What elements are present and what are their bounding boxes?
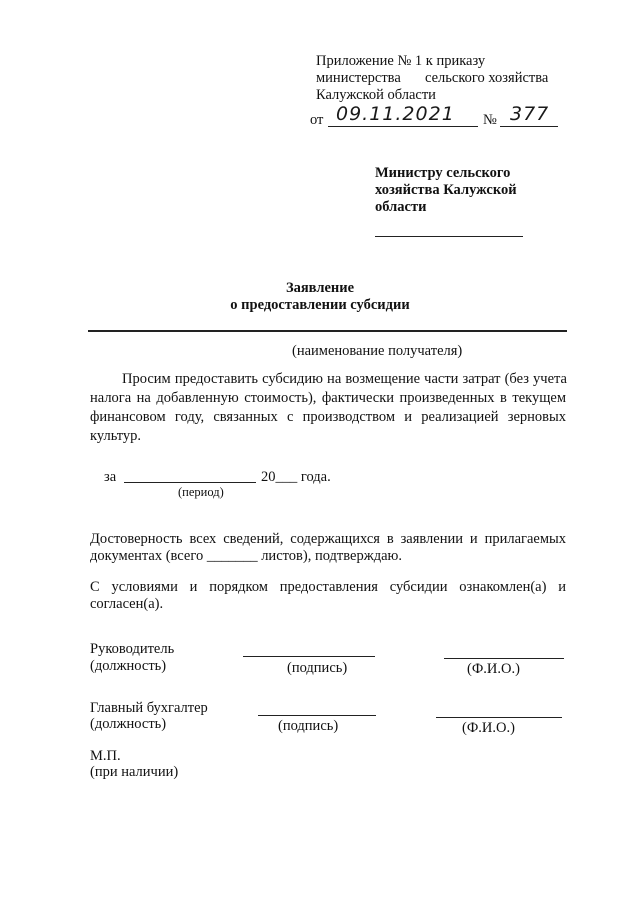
head-fio-caption: (Ф.И.О.) <box>467 661 520 677</box>
paragraph-2-line-1: Достоверность всех сведений, содержащихся в заявлении и прилагаемых <box>90 531 566 547</box>
header-line-2-left: министерства <box>316 70 401 86</box>
period-underline <box>124 482 256 483</box>
document-title: Заявление <box>285 280 355 296</box>
document-subtitle: о предоставлении субсидии <box>230 297 410 313</box>
header-line-2-right: сельского хозяйства <box>425 70 549 86</box>
accountant-sign-caption: (подпись) <box>278 718 339 734</box>
recipient-caption: (наименование получателя) <box>292 343 463 359</box>
head-label: Руководитель <box>90 641 175 657</box>
header-line-3: Калужской области <box>316 87 436 103</box>
handwritten-number: 377 <box>510 103 550 125</box>
head-position: (должность) <box>90 658 167 674</box>
head-fio-line <box>444 658 564 659</box>
recipient-line <box>88 330 567 332</box>
head-sign-caption: (подпись) <box>287 660 348 676</box>
accountant-fio-line <box>436 717 562 718</box>
paragraph-1-line-1: Просим предоставить субсидию на возмещение части затрат (без учета <box>122 371 567 387</box>
addressee-signature-line <box>375 236 523 237</box>
addressee-line-3: области <box>375 199 427 215</box>
header-line-1: Приложение № 1 к приказу <box>316 53 486 69</box>
stamp-note: (при наличии) <box>90 764 179 780</box>
paragraph-2-line-2: документах (всего _______ листов), подтверждаю. <box>90 548 402 564</box>
paragraph-1-line-3: финансовом году, связанных с производством и реализацией зерновых <box>90 409 566 425</box>
head-sign-line <box>243 656 375 657</box>
accountant-position: (должность) <box>90 716 167 732</box>
number-prefix: № <box>483 112 497 128</box>
accountant-label: Главный бухгалтер <box>90 700 208 716</box>
stamp-label: М.П. <box>90 748 121 764</box>
date-prefix: от <box>310 112 324 128</box>
paragraph-3-line-2: согласен(а). <box>90 596 164 612</box>
accountant-sign-line <box>258 715 376 716</box>
handwritten-date: 09.11.2021 <box>336 103 455 125</box>
period-prefix: за <box>104 469 117 485</box>
date-underline <box>328 126 478 127</box>
number-underline <box>500 126 558 127</box>
paragraph-3-line-1: С условиями и порядком предоставления субсидии ознакомлен(а) и <box>90 579 566 595</box>
paragraph-1-line-2: налога на добавленную стоимость), фактически произведенных в текущем <box>90 390 566 406</box>
addressee-line-2: хозяйства Калужской <box>375 182 517 198</box>
period-year: 20___ года. <box>261 469 331 485</box>
accountant-fio-caption: (Ф.И.О.) <box>462 720 515 736</box>
addressee-line-1: Министру сельского <box>375 165 511 181</box>
period-caption: (период) <box>178 485 224 499</box>
paragraph-1-line-4: культур. <box>90 428 142 444</box>
